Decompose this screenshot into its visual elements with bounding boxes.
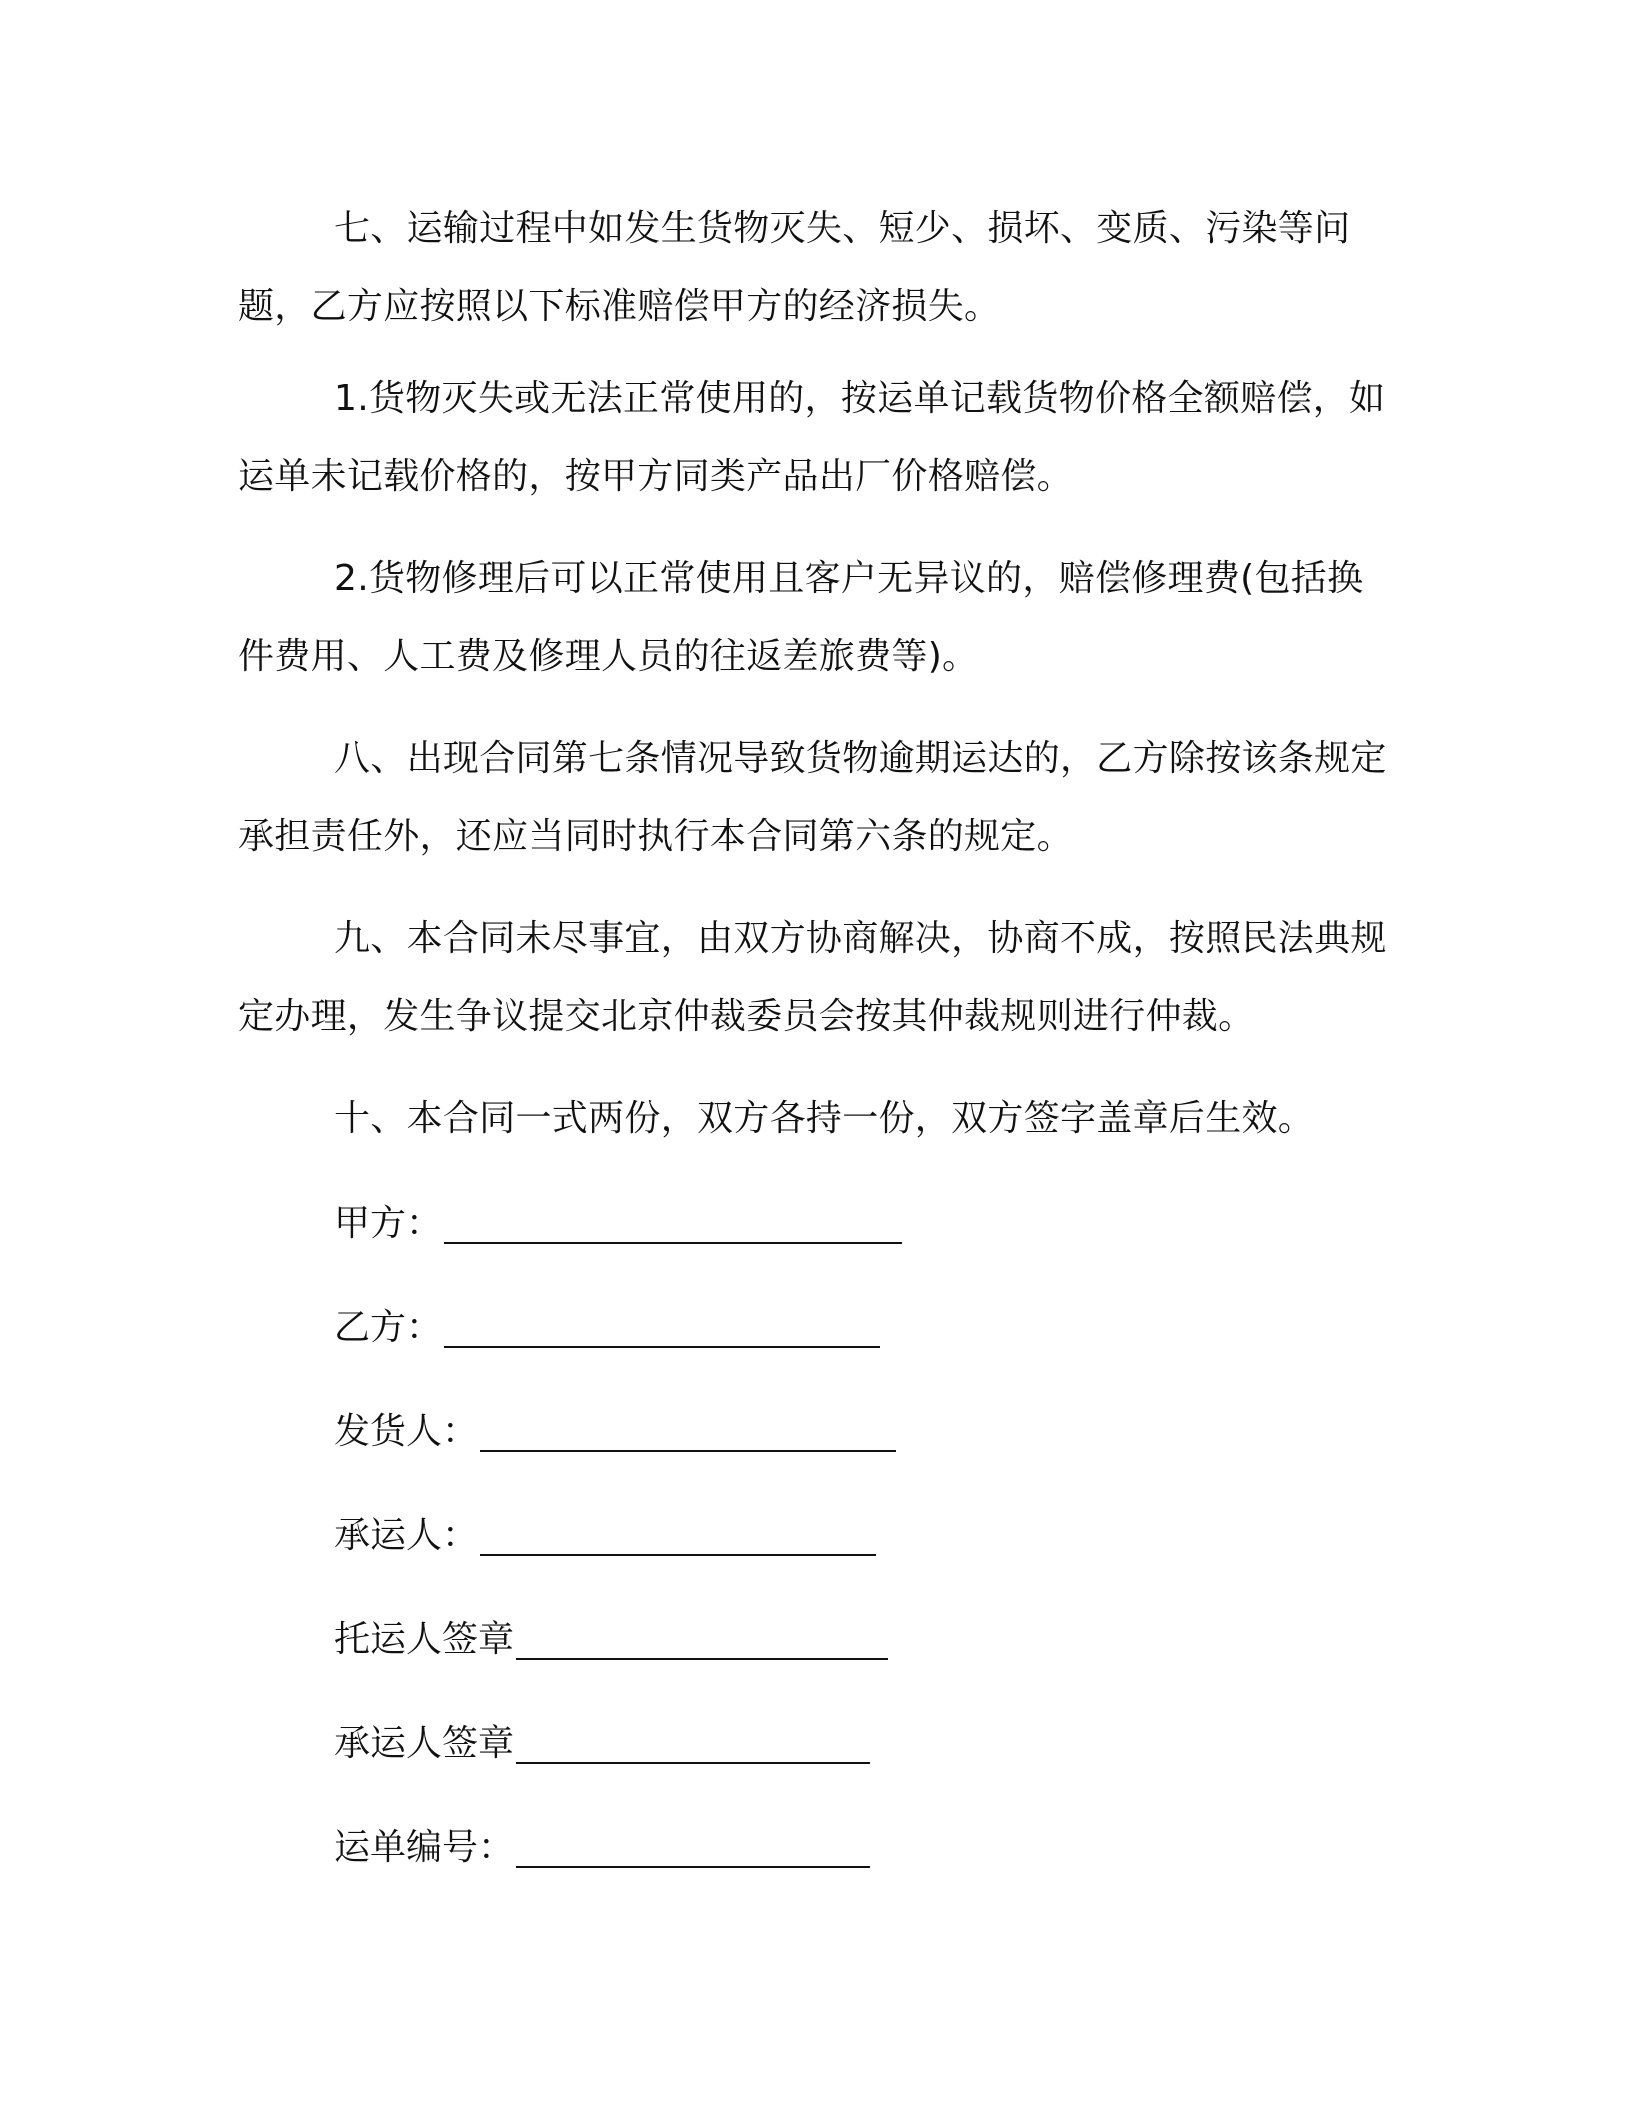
signature-label: 发货人： [334,1411,479,1452]
clause-10: 十、本合同一式两份，双方各持一份，双方签字盖章后生效。 [334,1098,1315,1139]
signature-carrier [334,1512,876,1560]
clause-9: 九、本合同未尽事宜，由双方协商解决，协商不成，按照民法典规定办理，发生争议提交北京仲裁委员会按其仲裁规则进行仲裁。 [238,918,1387,1037]
signature-shipper [334,1408,896,1456]
clause-8: 八、出现合同第七条情况导致货物逾期运达的，乙方除按该条规定承担责任外，还应当同时执行本合同第六条的规定。 [238,738,1387,857]
waybill-number [334,1824,870,1872]
signature-carrier-seal [334,1720,870,1768]
clause-7-item-1: 1.货物灭失或无法正常使用的，按运单记载货物价格全额赔偿，如运单未记载价格的，按甲方同类产品出厂价格赔偿。 [238,378,1386,497]
signature-label: 承运人： [334,1515,479,1556]
signature-consignor-seal [334,1616,888,1664]
signature-label: 托运人签章 [334,1619,515,1660]
signature-label: 甲方： [334,1203,443,1244]
signature-label: 承运人签章 [334,1723,515,1764]
signature-line [444,1206,902,1244]
clause-7-item-2: 2.货物修理后可以正常使用且客户无异议的，赔偿修理费(包括换件费用、人工费及修理人员的往返差旅费等)。 [238,558,1364,677]
signature-label: 运单编号： [334,1827,515,1868]
signature-line [480,1414,896,1452]
signature-line [480,1518,876,1556]
signature-line [516,1622,888,1660]
signature-line [444,1310,880,1348]
signature-line [516,1726,870,1764]
signature-label: 乙方： [334,1307,443,1348]
signature-party-a [334,1200,902,1248]
signature-party-b [334,1304,880,1352]
clause-7: 七、运输过程中如发生货物灭失、短少、损坏、变质、污染等问题，乙方应按照以下标准赔偿甲方的经济损失。 [238,208,1351,327]
signature-line [516,1830,870,1868]
